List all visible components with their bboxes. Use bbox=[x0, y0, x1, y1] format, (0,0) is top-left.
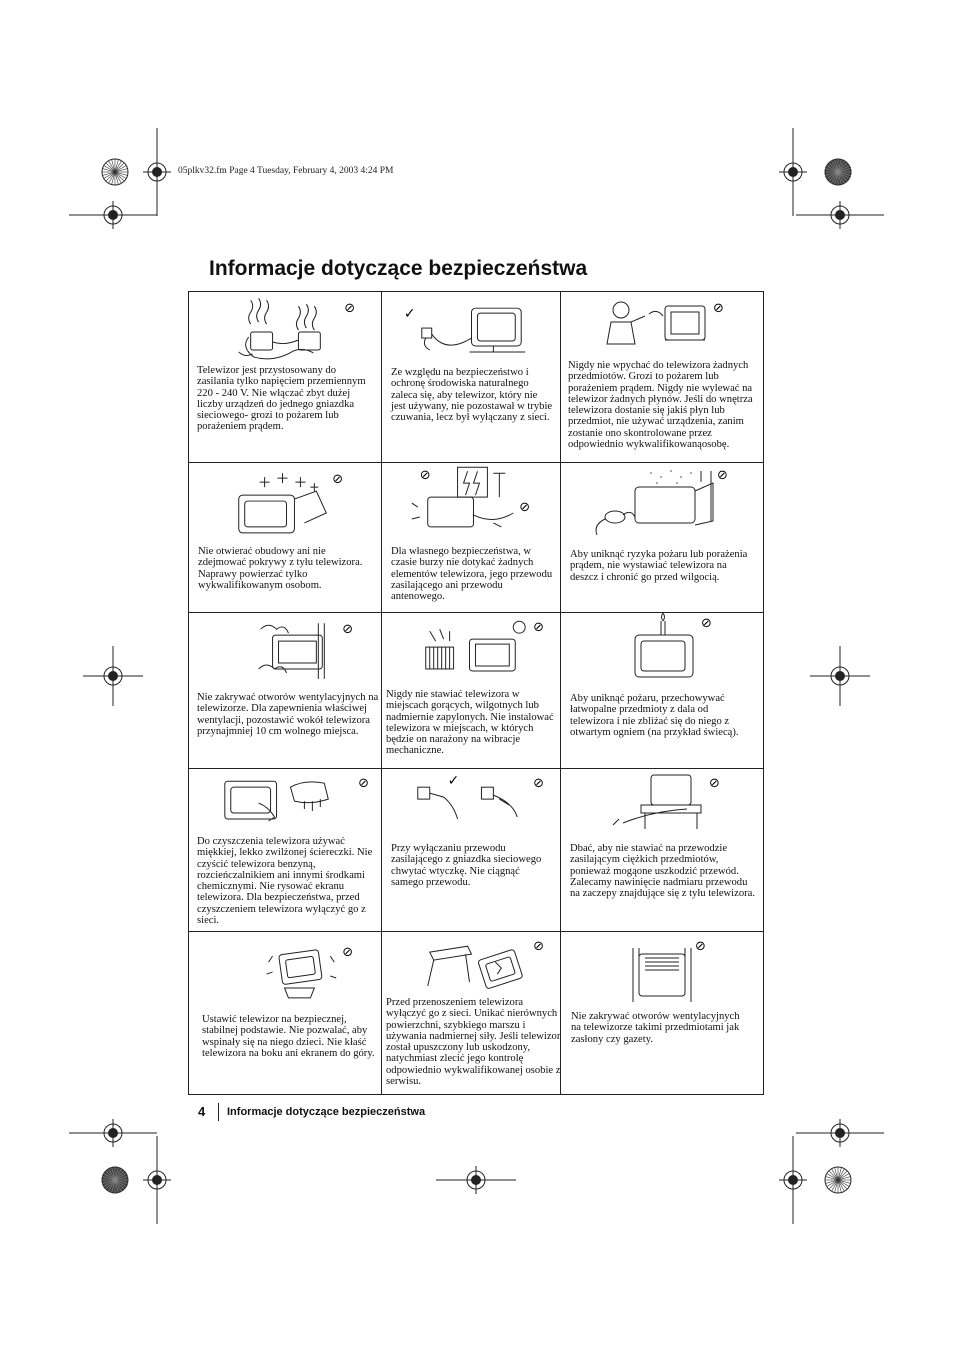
prohibited-icon: ⊘ bbox=[533, 939, 544, 955]
safety-text-voltage: Telewizor jest przystosowany do zasilania tylko napięciem przemiennym 220 - 240 V. Nie włączać zbyt dużej liczby urządzeń do jednego gniazdka sieciowego- grozi to pożarem lub porażeniem prądem. bbox=[197, 365, 366, 433]
safety-text-rain: Aby uniknąć ryzyka pożaru lub porażenia prądem, nie wystawiać telewizora na deszcz i chronić go przed wilgocią. bbox=[570, 549, 748, 583]
registration-mark-icon bbox=[779, 128, 807, 216]
prohibited-icon: ⊘ bbox=[533, 776, 544, 792]
safety-cell-cable bbox=[561, 769, 763, 932]
safety-cell-cover-objects bbox=[561, 932, 763, 1094]
check-icon: ✓ bbox=[403, 306, 416, 323]
safety-cell-objects bbox=[561, 292, 763, 463]
registration-mark-icon bbox=[796, 201, 884, 229]
safety-text-standby: Ze względu na bezpieczeństwo i ochronę środowiska naturalnego zaleca się, aby telewizor, który nie jest używany, nie pozostawał w trybie czuwania, lecz był wyłączany z sieci. bbox=[391, 367, 553, 424]
safety-cell-standby bbox=[382, 292, 561, 463]
safety-text-heat: Nigdy nie stawiać telewizora w miejscach gorących, wilgotnych lub nadmiernie zapylonych. Nie instalować telewizora w miejscach, w których będzie on narażony na wibracje mechaniczne. bbox=[386, 689, 554, 757]
safety-text-cable: Dbać, aby nie stawiać na przewodzie zasilającym ciężkich przedmiotów, ponieważ mogąone uszkodzić przewód. Zalecamy nawinięcie nadmiaru przewodu na zaczepy znajdujące się z tyłu telewizora. bbox=[570, 843, 755, 900]
registration-mark-icon bbox=[796, 1119, 884, 1147]
registration-mark-icon bbox=[779, 1136, 807, 1224]
safety-grid bbox=[188, 291, 764, 1095]
rain-illustration bbox=[561, 463, 763, 563]
safety-text-ventilation: Nie zakrywać otworów wentylacyjnych na telewizorze. Dla zapewnienia właściwej wentylacji, pozostawić wokół telewizora przynajmniej 10 cm wolnego miejsca. bbox=[197, 692, 379, 737]
registration-mark-icon bbox=[69, 1119, 157, 1147]
prohibited-icon: ⊘ bbox=[709, 776, 720, 791]
footer-divider bbox=[218, 1103, 219, 1121]
safety-cell-plug bbox=[382, 769, 561, 932]
prohibited-icon: ⊘ bbox=[344, 301, 356, 317]
prohibited-icon: ⊘ bbox=[717, 468, 728, 483]
safety-text-storm: Dla własnego bezpieczeństwa, w czasie burzy nie dotykać żadnych elementów telewizora, jego przewodu zasilającego ani przewodu antenowego. bbox=[391, 546, 553, 603]
safety-cell-cleaning bbox=[189, 769, 382, 932]
safety-text-cover: Nie otwierać obudowy ani nie zdejmować pokrywy z tyłu telewizora. Naprawy powierzać tylko wykwalifikowanym osobom. bbox=[198, 546, 363, 591]
safety-cell-moving bbox=[382, 932, 561, 1094]
color-wheel-icon bbox=[825, 159, 851, 185]
safety-cell-cover bbox=[189, 463, 382, 613]
file-info-header: 05plkv32.fm Page 4 Tuesday, February 4, 2003 4:24 PM bbox=[178, 166, 394, 176]
registration-mark-icon bbox=[143, 1136, 171, 1224]
safety-text-cover-objects: Nie zakrywać otworów wentylacyjnych na telewizorze takimi przedmiotami jak zasłony czy gazety. bbox=[571, 1011, 740, 1045]
safety-cell-ventilation bbox=[189, 613, 382, 769]
prohibited-icon: ⊘ bbox=[342, 945, 354, 961]
registration-mark-icon bbox=[436, 1166, 516, 1194]
prohibited-icon: ⊘ bbox=[332, 472, 344, 488]
registration-mark-icon bbox=[83, 646, 143, 706]
prohibited-icon: ⊘ bbox=[695, 939, 706, 954]
safety-text-plug: Przy wyłączaniu przewodu zasilającego z gniazdka sieciowego chwytać wtyczkę. Nie ciągnąć samego przewodu. bbox=[391, 843, 542, 888]
safety-cell-storm bbox=[382, 463, 561, 613]
check-icon: ✓ bbox=[447, 773, 460, 790]
safety-cell-stability bbox=[189, 932, 382, 1094]
page-title: Informacje dotyczące bezpieczeństwa bbox=[209, 257, 588, 280]
prohibited-icon: ⊘ bbox=[701, 616, 712, 631]
color-wheel-icon bbox=[102, 159, 128, 185]
safety-cell-heat bbox=[382, 613, 561, 769]
safety-cell-voltage bbox=[189, 292, 382, 463]
color-wheel-icon bbox=[102, 1167, 128, 1193]
registration-mark-icon bbox=[143, 128, 171, 216]
prohibited-icon: ⊘ bbox=[713, 301, 724, 316]
prohibited-icon: ⊘ bbox=[519, 500, 531, 516]
safety-text-moving: Przed przenoszeniem telewizora wyłączyć go z sieci. Unikać nierównych powierzchni, szybkiego marszu i używania nadmiernej siły. Jeśli telewizor został upuszczony lub uskodzony, natychmiast zlecić jego kontrolę odpowiednio wykwalifikowanej osobie z serwisu. bbox=[386, 997, 561, 1088]
safety-text-objects: Nigdy nie wpychać do telewizora żadnych przedmiotów. Grozi to pożarem lub porażeniem prądem. Nigdy nie wylewać na telewizor żadnych płynów. Jeśli do wnętrza telewizora dostanie się jakiś płyn lub przedmiot, nie używać urządzenia, zanim zostanie ono skontrolowane przez odpowiednio wykwalifikowanąosobę. bbox=[568, 360, 753, 451]
safety-cell-fire bbox=[561, 613, 763, 769]
safety-text-cleaning: Do czyszczenia telewizora używać miękkiej, lekko zwilżonej ściereczki. Nie czyścić telewizora benzyną, rozcieńczalnikiem ani innymi środkami chemicznymi. Nie rysować ekranu telewizora. Dla bezpieczeństwa, przed czyszczeniem telewizora wyłączyć go z sieci. bbox=[197, 836, 373, 927]
prohibited-icon: ⊘ bbox=[358, 776, 369, 792]
safety-text-stability: Ustawić telewizor na bezpiecznej, stabilnej podstawie. Nie pozwalać, aby wspinały się na niego dzieci. Nie kłaść telewizora na boku ani ekranem do góry. bbox=[202, 1014, 375, 1059]
prohibited-icon: ⊘ bbox=[419, 468, 431, 484]
safety-text-fire: Aby uniknąć pożaru, przechowywać łatwopalne przedmioty z dala od telewizora i nie zbliżać się do niego z otwartym ogniem (na przykład świecą). bbox=[570, 693, 739, 738]
prohibited-icon: ⊘ bbox=[342, 622, 354, 638]
registration-mark-icon bbox=[810, 646, 870, 706]
page-number: 4 bbox=[198, 1104, 206, 1119]
registration-mark-icon bbox=[69, 201, 157, 229]
footer-section-title: Informacje dotyczące bezpieczeństwa bbox=[227, 1106, 426, 1118]
prohibited-icon: ⊘ bbox=[533, 620, 544, 636]
safety-cell-rain bbox=[561, 463, 763, 613]
color-wheel-icon bbox=[825, 1167, 851, 1193]
